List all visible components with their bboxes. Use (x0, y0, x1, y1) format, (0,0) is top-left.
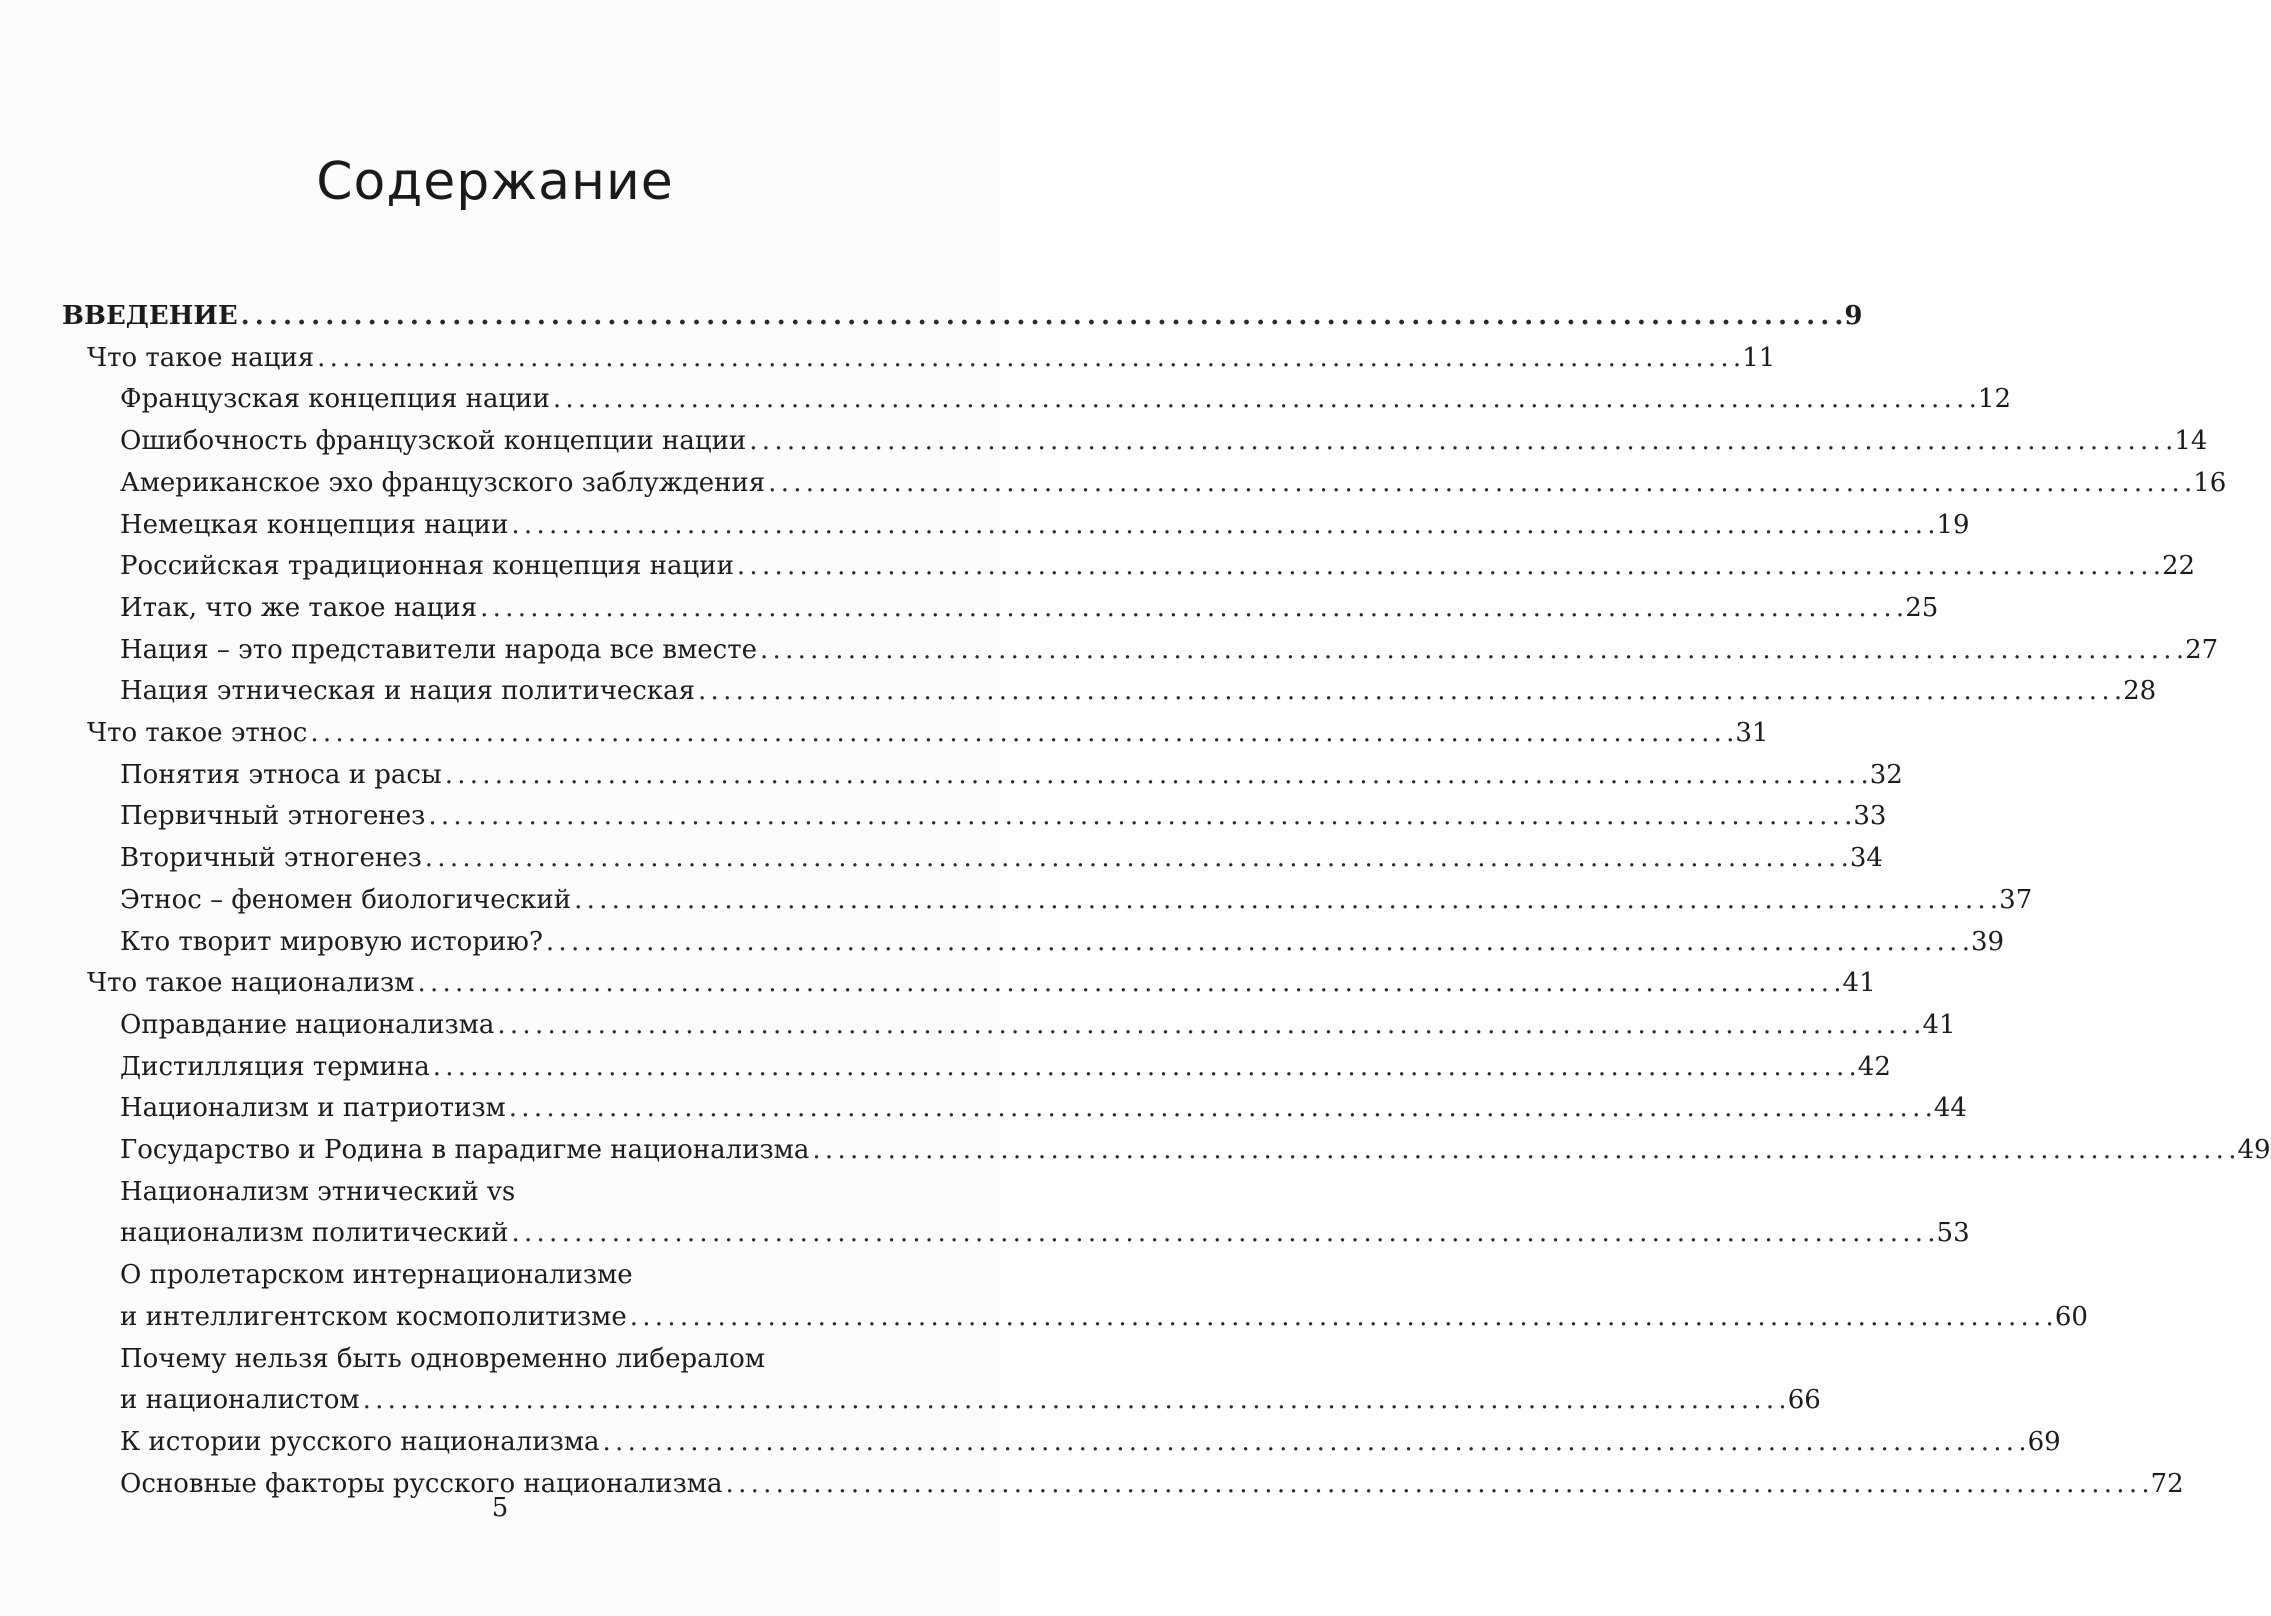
toc-entry-continuation (120, 1213, 1970, 1255)
toc-entry-page: 60 (2054, 1301, 2088, 1332)
toc-entry-page: 22 (2161, 551, 2196, 582)
dot-leader (574, 880, 1996, 922)
dot-leader (603, 1422, 2025, 1464)
dot-leader (428, 796, 1850, 838)
toc-entry-page: 39 (1970, 926, 2005, 957)
toc-entry (62, 1172, 1970, 1255)
table-of-contents (62, 296, 2271, 1505)
dot-leader (768, 463, 2190, 505)
toc-entry-page: 66 (1787, 1385, 1821, 1416)
toc-entry-page: 12 (1977, 384, 2011, 415)
toc-entry-page: 53 (1936, 1218, 1970, 1249)
toc-entry-title: Нация этническая и нация политическая (120, 676, 696, 707)
toc-entry-page: 49 (2237, 1135, 2271, 1166)
toc-entry (62, 755, 1903, 797)
toc-entry-title: ВВЕДЕНИЕ (62, 301, 238, 331)
toc-entry-title: Что такое национализм (87, 968, 415, 999)
toc-entry (62, 963, 1876, 1005)
toc-entry-page: 16 (2193, 467, 2227, 498)
toc-entry-page: 25 (1905, 592, 1939, 623)
toc-entry (62, 796, 1887, 838)
toc-entry-title: Понятия этноса и расы (120, 759, 442, 790)
toc-entry (62, 713, 1769, 755)
toc-entry-title: Ошибочность французской концепции нации (120, 426, 747, 457)
toc-entry (62, 1422, 2061, 1464)
toc-entry (62, 296, 1863, 338)
toc-entry-page: 27 (2185, 634, 2219, 665)
toc-entry-page: 34 (1849, 843, 1883, 874)
dot-leader (511, 505, 1933, 547)
toc-entry-page: 32 (1869, 759, 1903, 790)
toc-entry-page: 72 (2150, 1468, 2184, 1499)
dot-leader (480, 588, 1902, 630)
toc-entry (62, 505, 1970, 547)
dot-leader (509, 1088, 1931, 1130)
dot-leader (445, 755, 1867, 797)
toc-entry-page: 9 (1844, 301, 1863, 331)
toc-entry (62, 1088, 1967, 1130)
dot-leader (310, 713, 1732, 755)
toc-entry (62, 1130, 2271, 1172)
dot-leader (760, 630, 2182, 672)
dot-leader (511, 1213, 1933, 1255)
dot-leader (433, 1047, 1855, 1089)
toc-entry-title: Кто творит мировую историю? (120, 926, 543, 957)
toc-entry-title: Государство и Родина в парадигме национализма (120, 1135, 810, 1166)
toc-entry-title: Первичный этногенез (120, 801, 426, 832)
toc-entry (62, 838, 1883, 880)
toc-entry-page: 14 (2174, 426, 2208, 457)
toc-entry (62, 338, 1776, 380)
toc-entry (62, 671, 2157, 713)
toc-entry-title: Основные факторы русского национализма (120, 1468, 723, 1499)
toc-entry-title: Российская традиционная концепция нации (120, 551, 734, 582)
toc-entry-title: Французская концепция нации (120, 384, 550, 415)
dot-leader (737, 546, 2159, 588)
toc-entry-title: Итак, что же такое нация (120, 592, 478, 623)
toc-entry-page: 28 (2123, 676, 2157, 707)
toc-entry (62, 922, 2005, 964)
toc-entry-title: К истории русского национализма (120, 1426, 600, 1457)
toc-entry (62, 546, 2196, 588)
dot-leader (698, 671, 2120, 713)
page-title: Содержание (316, 152, 674, 212)
dot-leader (241, 296, 1842, 338)
toc-entry-title: Национализм и патриотизм (120, 1093, 506, 1124)
toc-entry-page: 33 (1853, 801, 1887, 832)
toc-entry-page: 11 (1742, 342, 1776, 373)
toc-entry-title: Дистилляция термина (120, 1051, 430, 1082)
dot-leader (630, 1297, 2052, 1339)
toc-entry-page: 69 (2027, 1426, 2061, 1457)
toc-entry-title: Оправдание национализма (120, 1009, 495, 1040)
toc-entry (62, 880, 2033, 922)
toc-entry-title: Почему нельзя быть одновременно либералом (120, 1343, 765, 1374)
toc-entry (62, 1005, 1956, 1047)
toc-entry-title: Американское эхо французского заблуждения (120, 467, 766, 498)
toc-entry (62, 630, 2219, 672)
toc-entry (62, 588, 1939, 630)
toc-entry-page: 31 (1735, 718, 1769, 749)
dot-leader (317, 338, 1739, 380)
dot-leader (749, 421, 2171, 463)
toc-entry (62, 463, 2227, 505)
dot-leader (363, 1380, 1785, 1422)
toc-entry-title: Этнос – феномен биологический (120, 884, 572, 915)
dot-leader (812, 1130, 2234, 1172)
toc-entry-page: 19 (1936, 509, 1970, 540)
toc-entry-page: 41 (1922, 1009, 1956, 1040)
dot-leader (425, 838, 1847, 880)
toc-entry-title: О пролетарском интернационализме (120, 1260, 633, 1291)
toc-entry-title: и националистом (120, 1385, 360, 1416)
toc-entry-title: Нация – это представители народа все вместе (120, 634, 758, 665)
toc-entry (62, 379, 2011, 421)
toc-entry-title: Что такое нация (87, 342, 315, 373)
dot-leader (417, 963, 1839, 1005)
dot-leader (546, 922, 1968, 964)
toc-entry-page: 37 (1999, 884, 2033, 915)
toc-entry (62, 1255, 2088, 1338)
toc-entry-title: Немецкая концепция нации (120, 509, 509, 540)
toc-entry-continuation (120, 1380, 1821, 1422)
page-number: 5 (491, 1493, 509, 1523)
toc-entry-page: 44 (1933, 1093, 1967, 1124)
toc-entry-title: и интеллигентском космополитизме (120, 1301, 627, 1332)
toc-entry-continuation (120, 1297, 2088, 1339)
dot-leader (497, 1005, 1919, 1047)
toc-entry (62, 1047, 1891, 1089)
toc-entry (62, 1339, 1821, 1422)
toc-entry-page: 42 (1857, 1051, 1891, 1082)
toc-entry (62, 421, 2208, 463)
dot-leader (553, 379, 1975, 421)
toc-entry-page: 41 (1842, 968, 1876, 999)
toc-entry-title: Вторичный этногенез (120, 843, 422, 874)
toc-entry-title: национализм политический (120, 1218, 509, 1249)
toc-entry-title: Национализм этнический vs (120, 1176, 516, 1207)
toc-entry-title: Что такое этнос (87, 718, 308, 749)
